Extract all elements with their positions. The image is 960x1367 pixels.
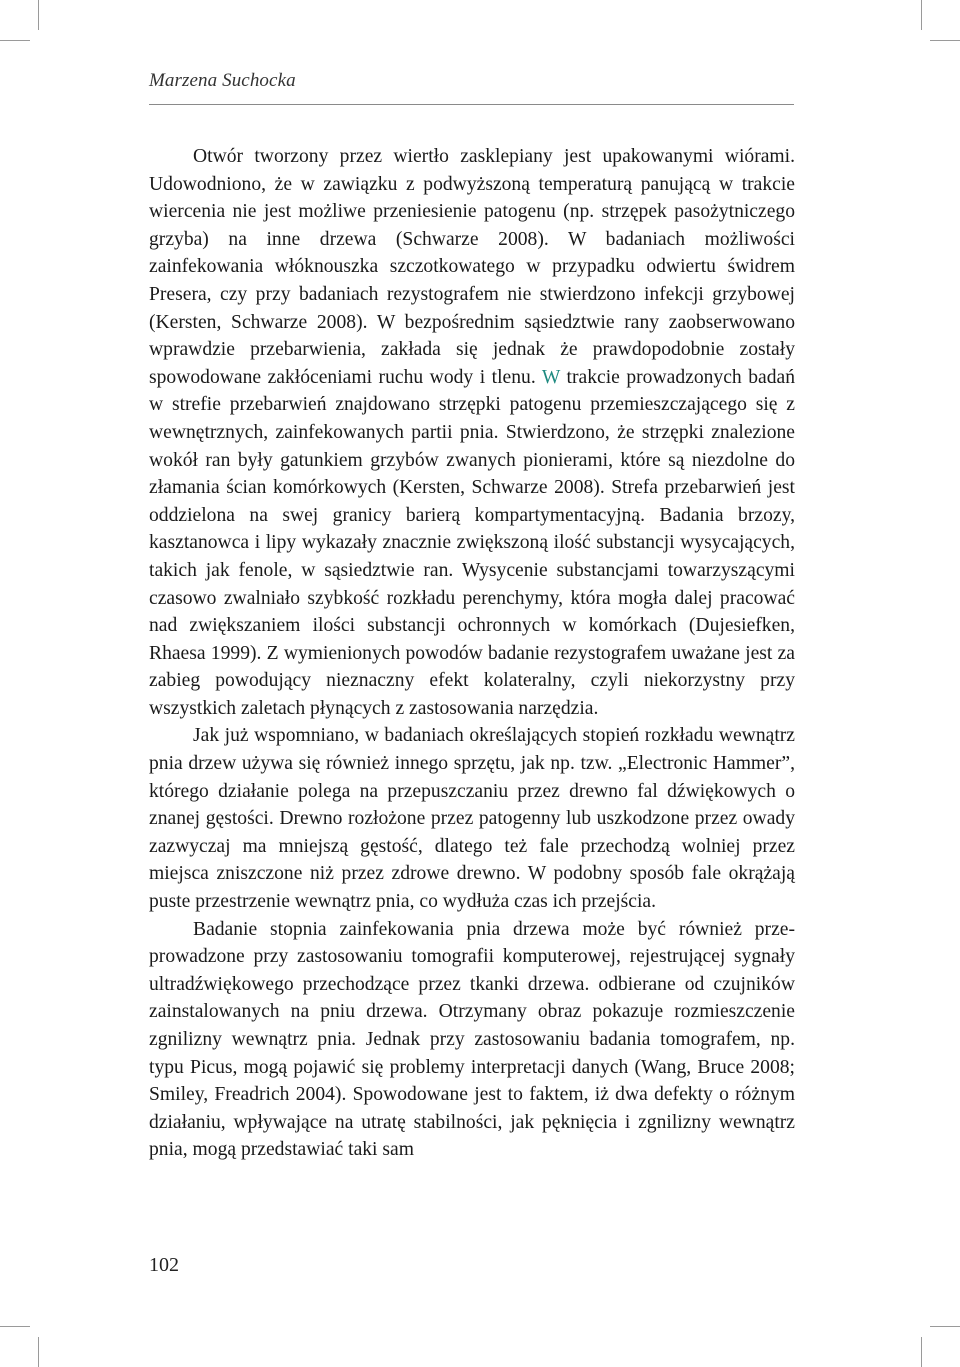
crop-mark-top-left-horizontal bbox=[0, 40, 30, 41]
crop-mark-bottom-left-vertical bbox=[38, 1337, 39, 1367]
crop-mark-top-left-vertical bbox=[38, 0, 39, 30]
crop-mark-bottom-right-vertical bbox=[921, 1337, 922, 1367]
paragraph-2: Jak już wspomniano, w badaniach określających stopień rozkładu wewnątrz pnia drzew używa się również innego sprzętu, jak np. tzw. „Electronic Hammer”, którego działanie polega na przepuszczaniu przez drewno fal dźwiękowych o znanej gęstości. Drewno rozłożone przez patogenny lub uszkodzone przez owady zazwyczaj ma mniejszą gęstość, dlatego też fale przechodzą wolniej przez miejsca zniszczone niż przez zdrowe drewno. W podobny sposób fale okrążają puste przestrzenie wewnątrz pnia, co wydłuża czas ich przejścia. bbox=[149, 725, 795, 913]
crop-mark-bottom-right-horizontal bbox=[930, 1326, 960, 1327]
body-text bbox=[149, 143, 795, 1164]
paragraph-1 bbox=[149, 143, 795, 722]
paragraph-1-part-1: Otwór tworzony przez wiertło zasklepiany jest upakowanymi wiórami. Udowodniono, że w zawiązku z podwyższoną temperaturą panującą w trakcie wiercenia nie jest możliwe przeniesienie patogenu (np. strzępek pasożytniczego grzyba) na inne drzewa (Schwarze 2008). W badaniach możliwości zainfekowania włóknouszka szczotkowatego w przypadku odwiertu świdrem Presera, czy przy badaniach rezystografem nie stwierdzono infekcji grzybowej (Kersten, Schwarze 2008). W bezpośrednim sąsiedztwie rany zaobserwowano wprawdzie przebarwienia, zakłada się jednak że prawdopodobnie zostały spowodowane zakłóceniami ruchu wody i tlenu. bbox=[149, 146, 795, 388]
paragraph-1-accent-letter: W bbox=[541, 366, 561, 388]
crop-mark-bottom-left-horizontal bbox=[0, 1326, 30, 1327]
paragraph-1-part-2: trakcie prowadzonych badań w strefie przebarwień znajdowano strzępki patogenu przemieszczającego się z wewnętrznych, zainfekowanych partii pnia. Stwierdzono, że strzępki znalezione wokół ran były gatunkiem grzybów zwanych pionierami, które są niezdolne do złamania ścian komórkowych (Kersten, Schwarze 2008). Strefa przebarwień jest oddzielona na swej granicy barierą kompartymentacyjną. Badania brzozy, kasztanowca i lipy wykazały znacznie zwiększoną ilość substancji wysycających, takich jak fenole, w sąsiedztwie ran. Wysycenie substancjami towarzyszącymi czasowo zwalniało szybkość rozkładu perenchymy, która mogła dalej pracować nad zwiększaniem ilości substancji ochronnych w komórkach (Dujesiefken, Rhaesa 1999). Z wymienionych powodów badanie rezystografem uważane jest za zabieg powodujący nieznaczny efekt kolateralny, czyli niekorzystny przy wszystkich zaletach płynących z zastosowania narzędzia. bbox=[149, 366, 795, 719]
header-rule bbox=[149, 104, 794, 105]
crop-mark-top-right-horizontal bbox=[930, 40, 960, 41]
paragraph-3: Badanie stopnia zainfekowania pnia drzewa może być również przeprowadzone przy zastosowaniu tomografii komputerowej, rejestrującej sygnały ultradźwiękowego przechodzące przez tkanki drzewa. odbierane od czujników zainstalowanych na pniu drzewa. Otrzymany obraz pokazuje rozmieszczenie zgnilizny wewnątrz pnia. Jednak przy zastosowaniu badania tomografem, np. typu Picus, mogą pojawić się problemy interpretacji danych (Wang, Bruce 2008; Smiley, Freadrich 2004). Spowodowane jest to faktem, iż dwa defekty o różnym działaniu, wpływające na utratę stabilności, jak pęknięcia i zgnilizny wewnątrz pnia, mogą przedstawiać taki sam bbox=[149, 918, 795, 1161]
crop-mark-top-right-vertical bbox=[921, 0, 922, 30]
running-head-author: Marzena Suchocka bbox=[149, 70, 296, 91]
page-number: 102 bbox=[149, 1254, 179, 1276]
